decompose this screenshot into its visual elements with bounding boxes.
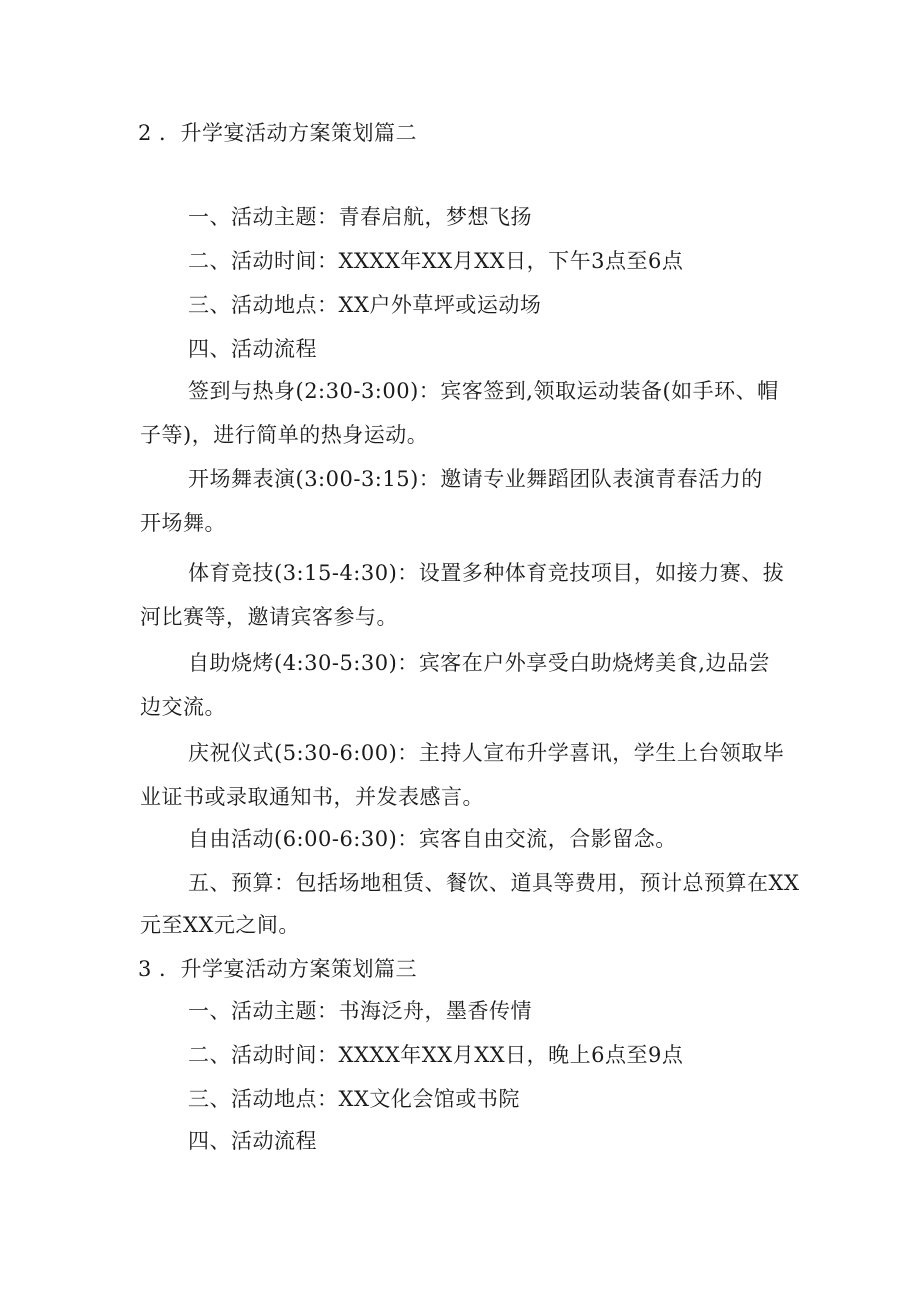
flow-item-dance-line2: 开场舞。 [140,511,226,535]
section-2-time: 二、活动时间：XXXX年XX月XX日，下午3点至6点 [188,249,684,273]
section-2-budget-line2: 元至XX元之间。 [140,913,300,937]
flow-item-bbq-line2: 边交流。 [140,695,226,719]
flow-item-dance-line1: 开场舞表演(3:00-3:15)：邀请专业舞蹈团队表演青春活力的 [188,467,763,491]
flow-item-checkin-line1: 签到与热身(2:30-3:00)：宾客签到,领取运动装备(如手环、帽 [188,379,779,403]
section-2-place: 三、活动地点：XX户外草坪或运动场 [188,293,542,317]
flow-item-bbq-line1: 自助烧烤(4:30-5:30)：宾客在户外享受白助烧烤美食,边品尝 [188,651,770,675]
flow-item-sports-line2: 河比赛等，邀请宾客参与。 [140,605,398,629]
section-3-flow-title: 四、活动流程 [188,1129,317,1153]
section-2-heading: 2 ．升学宴活动方案策划篇二 [138,121,418,145]
flow-item-free-activity: 自由活动(6:00-6:30)：宾客自由交流，合影留念。 [188,827,677,851]
section-3-theme: 一、活动主题：书海泛舟，墨香传情 [188,999,532,1023]
flow-item-ceremony-line1: 庆祝仪式(5:30-6:00)：主持人宣布升学喜讯，学生上台领取毕 [188,741,785,765]
section-2-theme: 一、活动主题：青春启航，梦想飞扬 [188,205,532,229]
flow-item-sports-line1: 体育竞技(3:15-4:30)：设置多种体育竞技项目，如接力赛、拔 [188,561,785,585]
section-2-flow-title: 四、活动流程 [188,337,317,361]
flow-item-ceremony-line2: 业证书或录取通知书，并发表感言。 [140,785,484,809]
section-2-budget-line1: 五、预算：包括场地租赁、餐饮、道具等费用，预计总预算在XX [188,871,800,895]
flow-item-checkin-line2: 子等)，进行简单的热身运动。 [140,423,429,447]
section-3-heading: 3 ．升学宴活动方案策划篇三 [138,957,418,981]
section-3-time: 二、活动时间：XXXX年XX月XX日，晚上6点至9点 [188,1043,684,1067]
section-3-place: 三、活动地点：XX文化会馆或书院 [188,1087,520,1111]
